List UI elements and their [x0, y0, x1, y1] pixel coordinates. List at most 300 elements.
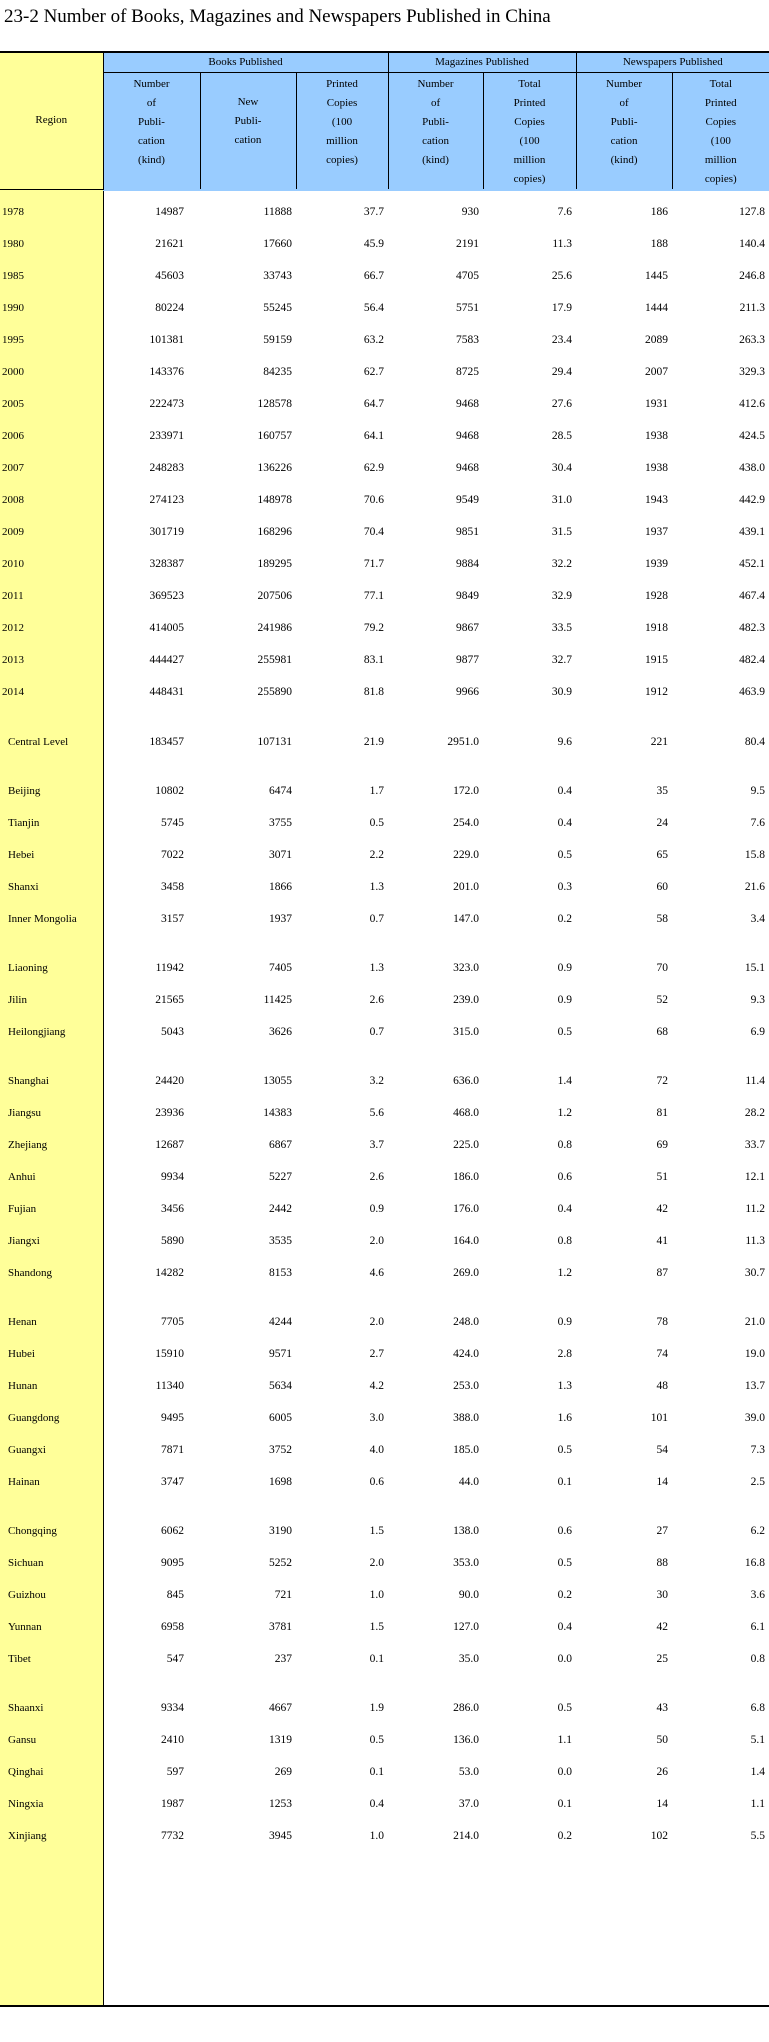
table-cell: 482.3 — [739, 621, 766, 634]
table-cell: 255981 — [257, 653, 292, 666]
table-cell: 1943 — [645, 493, 669, 506]
table-cell: 1.1 — [750, 1797, 766, 1810]
table-cell: 9877 — [456, 653, 480, 666]
header-region: Region — [0, 53, 103, 189]
table-row — [0, 580, 769, 612]
table-cell: 102 — [650, 1829, 669, 1842]
table-row — [0, 1193, 769, 1225]
header-line: Number — [133, 78, 170, 90]
table-cell: 127.0 — [453, 1620, 480, 1633]
table-cell: 3755 — [269, 816, 292, 829]
table-cell: 2442 — [269, 1202, 292, 1215]
table-cell: 269 — [274, 1765, 292, 1778]
row-label: 2012 — [2, 621, 24, 634]
table-cell: 0.1 — [557, 1797, 573, 1810]
table-cell: 9095 — [161, 1556, 184, 1569]
table-cell: 5890 — [161, 1234, 184, 1247]
table-cell: 21.9 — [363, 735, 385, 748]
table-cell: 207506 — [257, 589, 292, 602]
row-label: Henan — [8, 1315, 37, 1328]
table-cell: 547 — [166, 1652, 184, 1665]
row-label: Qinghai — [8, 1765, 44, 1778]
table-cell: 60 — [656, 880, 669, 893]
table-cell: 31.0 — [551, 493, 573, 506]
table-row — [0, 260, 769, 292]
table-cell: 16.8 — [744, 1556, 766, 1569]
table-cell: 1.7 — [369, 784, 385, 797]
table-cell: 452.1 — [739, 557, 766, 570]
table-cell: 27 — [656, 1524, 669, 1537]
table-cell: 29.4 — [551, 365, 573, 378]
table-cell: 246.8 — [739, 269, 766, 282]
table-cell: 248283 — [149, 461, 184, 474]
table-cell: 0.2 — [557, 1588, 573, 1601]
table-cell: 3.7 — [369, 1138, 385, 1151]
table-cell: 2191 — [456, 237, 480, 250]
table-cell: 2.0 — [369, 1556, 385, 1569]
table-cell: 1444 — [645, 301, 669, 314]
table-cell: 80224 — [155, 301, 184, 314]
table-cell: 3456 — [161, 1202, 184, 1215]
table-cell: 0.4 — [557, 816, 573, 829]
table-cell: 0.9 — [557, 993, 573, 1006]
table-cell: 7583 — [456, 333, 480, 346]
table-row — [0, 1306, 769, 1338]
table-cell: 3458 — [161, 880, 184, 893]
table-cell: 5634 — [269, 1379, 292, 1392]
table-row — [0, 388, 769, 420]
table-cell: 0.5 — [369, 816, 385, 829]
header-line: cation — [234, 134, 262, 146]
table-cell: 0.8 — [750, 1652, 766, 1665]
header-line: Printed — [326, 78, 358, 90]
spacer-row — [0, 708, 769, 726]
table-cell: 6005 — [269, 1411, 292, 1424]
table-cell: 0.1 — [369, 1765, 385, 1778]
table-cell: 3626 — [269, 1025, 292, 1038]
table-cell: 140.4 — [739, 237, 766, 250]
header-line: (kind) — [422, 154, 449, 166]
table-cell: 1.0 — [369, 1588, 385, 1601]
table-cell: 1938 — [645, 461, 669, 474]
table-cell: 176.0 — [453, 1202, 480, 1215]
table-cell: 0.5 — [369, 1733, 385, 1746]
table-cell: 8725 — [456, 365, 480, 378]
table-cell: 0.5 — [557, 1025, 573, 1038]
table-cell: 28.5 — [551, 429, 573, 442]
table-cell: 9867 — [456, 621, 480, 634]
table-cell: 21621 — [155, 237, 184, 250]
table-cell: 2.8 — [557, 1347, 573, 1360]
row-label: 1980 — [2, 237, 24, 250]
table-cell: 11.3 — [745, 1234, 766, 1247]
table-cell: 70.4 — [363, 525, 385, 538]
table-cell: 388.0 — [453, 1411, 480, 1424]
table-cell: 0.8 — [557, 1138, 573, 1151]
table-row — [0, 1788, 769, 1820]
table-row — [0, 1257, 769, 1289]
table-cell: 214.0 — [453, 1829, 480, 1842]
row-label: Liaoning — [8, 961, 48, 974]
table-cell: 0.2 — [557, 1829, 573, 1842]
table-cell: 1.4 — [557, 1074, 573, 1087]
table-cell: 1.3 — [369, 961, 385, 974]
table-cell: 6474 — [269, 784, 292, 797]
table-row — [0, 1338, 769, 1370]
row-label: Zhejiang — [8, 1138, 48, 1151]
table-cell: 17660 — [263, 237, 292, 250]
table-cell: 0.1 — [557, 1475, 573, 1488]
header-line: million — [326, 135, 358, 147]
table-cell: 11.4 — [745, 1074, 766, 1087]
table-row — [0, 1161, 769, 1193]
table-cell: 186.0 — [453, 1170, 480, 1183]
table-cell: 239.0 — [453, 993, 480, 1006]
spacer-row — [0, 935, 769, 952]
table-cell: 7705 — [161, 1315, 184, 1328]
table-cell: 6.2 — [750, 1524, 766, 1537]
table-cell: 0.1 — [369, 1652, 385, 1665]
table-row — [0, 1820, 769, 1852]
table-cell: 597 — [166, 1765, 184, 1778]
table-cell: 9884 — [456, 557, 480, 570]
table-cell: 1.3 — [557, 1379, 573, 1392]
table-cell: 3781 — [269, 1620, 292, 1633]
table-row — [0, 726, 769, 758]
table-cell: 7871 — [161, 1443, 184, 1456]
table-cell: 0.8 — [557, 1234, 573, 1247]
table-row — [0, 676, 769, 708]
table-cell: 164.0 — [453, 1234, 480, 1247]
table-cell: 15910 — [155, 1347, 184, 1360]
table-cell: 0.5 — [557, 848, 573, 861]
table-row — [0, 196, 769, 228]
table-row — [0, 1724, 769, 1756]
table-cell: 72 — [656, 1074, 669, 1087]
table-row — [0, 1434, 769, 1466]
table-cell: 254.0 — [453, 816, 480, 829]
table-cell: 70 — [656, 961, 669, 974]
table-cell: 930 — [461, 205, 480, 218]
table-cell: 241986 — [257, 621, 292, 634]
table-cell: 3945 — [269, 1829, 292, 1842]
table-cell: 2.6 — [369, 1170, 385, 1183]
table-cell: 21.0 — [744, 1315, 766, 1328]
table-cell: 0.3 — [557, 880, 573, 893]
table-cell: 183457 — [149, 735, 184, 748]
table-cell: 1698 — [269, 1475, 292, 1488]
row-label: 2009 — [2, 525, 24, 538]
header-line: million — [704, 154, 737, 166]
table-cell: 4705 — [456, 269, 480, 282]
row-label: Central Level — [8, 735, 69, 748]
table-cell: 143376 — [149, 365, 184, 378]
table-cell: 4.0 — [369, 1443, 385, 1456]
row-label: Heilongjiang — [8, 1025, 66, 1038]
spacer-row — [0, 758, 769, 775]
header-books-copies — [296, 73, 388, 190]
table-cell: 63.2 — [363, 333, 385, 346]
header-line: (100 — [710, 135, 731, 147]
table-cell: 8153 — [269, 1266, 292, 1279]
row-label: Guangxi — [8, 1443, 46, 1456]
table-cell: 33743 — [263, 269, 292, 282]
table-cell: 9549 — [456, 493, 480, 506]
table-row — [0, 1756, 769, 1788]
table-cell: 5227 — [269, 1170, 292, 1183]
table-cell: 5751 — [456, 301, 480, 314]
table-cell: 23.4 — [551, 333, 573, 346]
table-cell: 64.7 — [363, 397, 385, 410]
table-cell: 0.6 — [557, 1524, 573, 1537]
table-cell: 328387 — [149, 557, 184, 570]
table-cell: 7405 — [269, 961, 292, 974]
table-row — [0, 1515, 769, 1547]
row-label: 2007 — [2, 461, 24, 474]
table-row — [0, 1611, 769, 1643]
table-cell: 53.0 — [458, 1765, 480, 1778]
table-cell: 1.1 — [557, 1733, 573, 1746]
table-cell: 6062 — [161, 1524, 184, 1537]
table-cell: 30.9 — [551, 685, 573, 698]
table-row — [0, 1016, 769, 1048]
table-cell: 5043 — [161, 1025, 184, 1038]
table-cell: 59159 — [263, 333, 292, 346]
table-cell: 30.4 — [551, 461, 573, 474]
table-cell: 27.6 — [551, 397, 573, 410]
table-cell: 14987 — [155, 205, 184, 218]
table-cell: 10802 — [155, 784, 184, 797]
table-cell: 9934 — [161, 1170, 184, 1183]
table-cell: 186 — [650, 205, 669, 218]
table-cell: 0.4 — [557, 784, 573, 797]
row-label: Gansu — [8, 1733, 37, 1746]
table-row — [0, 516, 769, 548]
table-cell: 444427 — [149, 653, 184, 666]
row-label: 2013 — [2, 653, 24, 666]
table-cell: 6.1 — [750, 1620, 766, 1633]
table-cell: 636.0 — [453, 1074, 480, 1087]
table-cell: 424.5 — [739, 429, 766, 442]
table-cell: 52 — [656, 993, 669, 1006]
table-row — [0, 984, 769, 1016]
table-cell: 3157 — [161, 912, 184, 925]
table-row — [0, 1643, 769, 1675]
header-mag-copies — [483, 73, 576, 190]
publications-table — [0, 53, 769, 1852]
header-line: million — [513, 154, 546, 166]
table-cell: 14 — [656, 1797, 669, 1810]
table-cell: 1.6 — [557, 1411, 573, 1424]
table-cell: 127.8 — [739, 205, 766, 218]
table-cell: 68 — [656, 1025, 669, 1038]
row-label: Jiangxi — [8, 1234, 40, 1247]
table-cell: 17.9 — [551, 301, 573, 314]
table-cell: 1.5 — [369, 1620, 385, 1633]
header-line: (100 — [331, 116, 353, 128]
table-cell: 1937 — [269, 912, 292, 925]
table-cell: 25.6 — [551, 269, 573, 282]
table-cell: 1319 — [269, 1733, 292, 1746]
table-cell: 5.5 — [750, 1829, 766, 1842]
header-books-new — [200, 73, 296, 190]
table-cell: 37.7 — [363, 205, 385, 218]
table-cell: 147.0 — [453, 912, 480, 925]
table-cell: 269.0 — [453, 1266, 480, 1279]
table-cell: 13.7 — [744, 1379, 766, 1392]
table-row — [0, 807, 769, 839]
table-cell: 253.0 — [453, 1379, 480, 1392]
row-label: Beijing — [8, 784, 41, 797]
table-cell: 369523 — [149, 589, 184, 602]
spacer-row — [0, 1289, 769, 1306]
table-cell: 323.0 — [453, 961, 480, 974]
table-cell: 33.7 — [744, 1138, 766, 1151]
header-books-group: Books Published — [103, 53, 388, 73]
table-cell: 188 — [650, 237, 669, 250]
table-cell: 25 — [656, 1652, 669, 1665]
table-cell: 221 — [650, 735, 669, 748]
table-cell: 2.6 — [369, 993, 385, 1006]
header-news-number — [576, 73, 672, 190]
table-cell: 15.1 — [744, 961, 766, 974]
table-cell: 21.6 — [744, 880, 766, 893]
row-label: Xinjiang — [8, 1829, 47, 1842]
table-cell: 26 — [656, 1765, 669, 1778]
table-cell: 0.4 — [369, 1797, 385, 1810]
header-line: (kind) — [138, 154, 165, 166]
table-cell: 2.0 — [369, 1315, 385, 1328]
table-cell: 9.5 — [750, 784, 766, 797]
table-cell: 30.7 — [744, 1266, 766, 1279]
row-label: Hubei — [8, 1347, 35, 1360]
spacer-row — [0, 1675, 769, 1692]
table-cell: 101381 — [149, 333, 184, 346]
table-row — [0, 871, 769, 903]
table-cell: 274123 — [149, 493, 184, 506]
table-cell: 482.4 — [739, 653, 766, 666]
table-cell: 3.6 — [750, 1588, 766, 1601]
table-cell: 24420 — [155, 1074, 184, 1087]
header-line: Number — [417, 78, 454, 90]
table-cell: 412.6 — [739, 397, 766, 410]
table-cell: 286.0 — [453, 1701, 480, 1714]
table-cell: 439.1 — [739, 525, 766, 538]
row-label: Shaanxi — [8, 1701, 44, 1714]
table-row — [0, 1370, 769, 1402]
table-cell: 32.2 — [551, 557, 573, 570]
row-label: 1985 — [2, 269, 24, 282]
table-cell: 136226 — [257, 461, 292, 474]
table-cell: 90.0 — [458, 1588, 480, 1601]
table-cell: 0.7 — [369, 1025, 385, 1038]
table-cell: 353.0 — [453, 1556, 480, 1569]
table-cell: 222473 — [149, 397, 184, 410]
table-cell: 69 — [656, 1138, 669, 1151]
table-row — [0, 1065, 769, 1097]
table-cell: 4667 — [269, 1701, 292, 1714]
row-label: Chongqing — [8, 1524, 57, 1537]
table-cell: 2007 — [645, 365, 669, 378]
table-cell: 3752 — [269, 1443, 292, 1456]
table-cell: 1912 — [645, 685, 669, 698]
table-cell: 14 — [656, 1475, 669, 1488]
table-body — [0, 189, 769, 1852]
table-cell: 1253 — [269, 1797, 292, 1810]
table-cell: 66.7 — [363, 269, 385, 282]
table-cell: 32.9 — [551, 589, 573, 602]
table-cell: 463.9 — [739, 685, 766, 698]
table-cell: 2.5 — [750, 1475, 766, 1488]
table-cell: 74 — [656, 1347, 669, 1360]
row-label: 1978 — [2, 205, 24, 218]
table-cell: 13055 — [263, 1074, 292, 1087]
header-line: of — [619, 97, 629, 109]
table-cell: 79.2 — [363, 621, 385, 634]
table-cell: 45603 — [155, 269, 184, 282]
header-line: (100 — [519, 135, 540, 147]
table-cell: 1866 — [269, 880, 292, 893]
header-news-copies — [672, 73, 769, 190]
table-cell: 87 — [656, 1266, 669, 1279]
table-cell: 45.9 — [363, 237, 385, 250]
table-cell: 9.3 — [750, 993, 766, 1006]
table-row — [0, 420, 769, 452]
row-label: 2005 — [2, 397, 24, 410]
table-cell: 11942 — [155, 961, 184, 974]
table-row — [0, 1692, 769, 1724]
table-cell: 1.9 — [369, 1701, 385, 1714]
table-cell: 81.8 — [363, 685, 385, 698]
header-line: Printed — [704, 97, 737, 109]
header-line: Publi- — [422, 116, 449, 128]
table-cell: 1.3 — [369, 880, 385, 893]
table-cell: 414005 — [149, 621, 184, 634]
table-cell: 14383 — [263, 1106, 292, 1119]
header-line: cation — [138, 135, 165, 147]
table-cell: 442.9 — [739, 493, 766, 506]
bottom-rule — [0, 2005, 769, 2007]
table-cell: 301719 — [149, 525, 184, 538]
table-cell: 9851 — [456, 525, 480, 538]
table-cell: 329.3 — [739, 365, 766, 378]
table-cell: 5.6 — [369, 1106, 385, 1119]
table-cell: 1.2 — [557, 1266, 573, 1279]
table-cell: 9468 — [456, 397, 480, 410]
table-cell: 9966 — [456, 685, 480, 698]
table-cell: 9334 — [161, 1701, 184, 1714]
table-cell: 54 — [656, 1443, 669, 1456]
table-cell: 3190 — [269, 1524, 292, 1537]
spacer-row — [0, 1498, 769, 1515]
table-cell: 19.0 — [744, 1347, 766, 1360]
header-line: Copies — [514, 116, 545, 128]
row-label: Shanxi — [8, 880, 39, 893]
table-cell: 6867 — [269, 1138, 292, 1151]
header-line: Publi- — [234, 115, 262, 127]
table-cell: 101 — [650, 1411, 669, 1424]
table-cell: 62.9 — [363, 461, 385, 474]
table-cell: 721 — [274, 1588, 292, 1601]
table-cell: 37.0 — [458, 1797, 480, 1810]
table-cell: 11.3 — [552, 237, 573, 250]
table-cell: 48 — [656, 1379, 669, 1392]
header-line: Total — [518, 78, 541, 90]
row-label: Hainan — [8, 1475, 40, 1488]
table-cell: 845 — [166, 1588, 184, 1601]
header-line: Publi- — [610, 116, 638, 128]
table-cell: 255890 — [257, 685, 292, 698]
